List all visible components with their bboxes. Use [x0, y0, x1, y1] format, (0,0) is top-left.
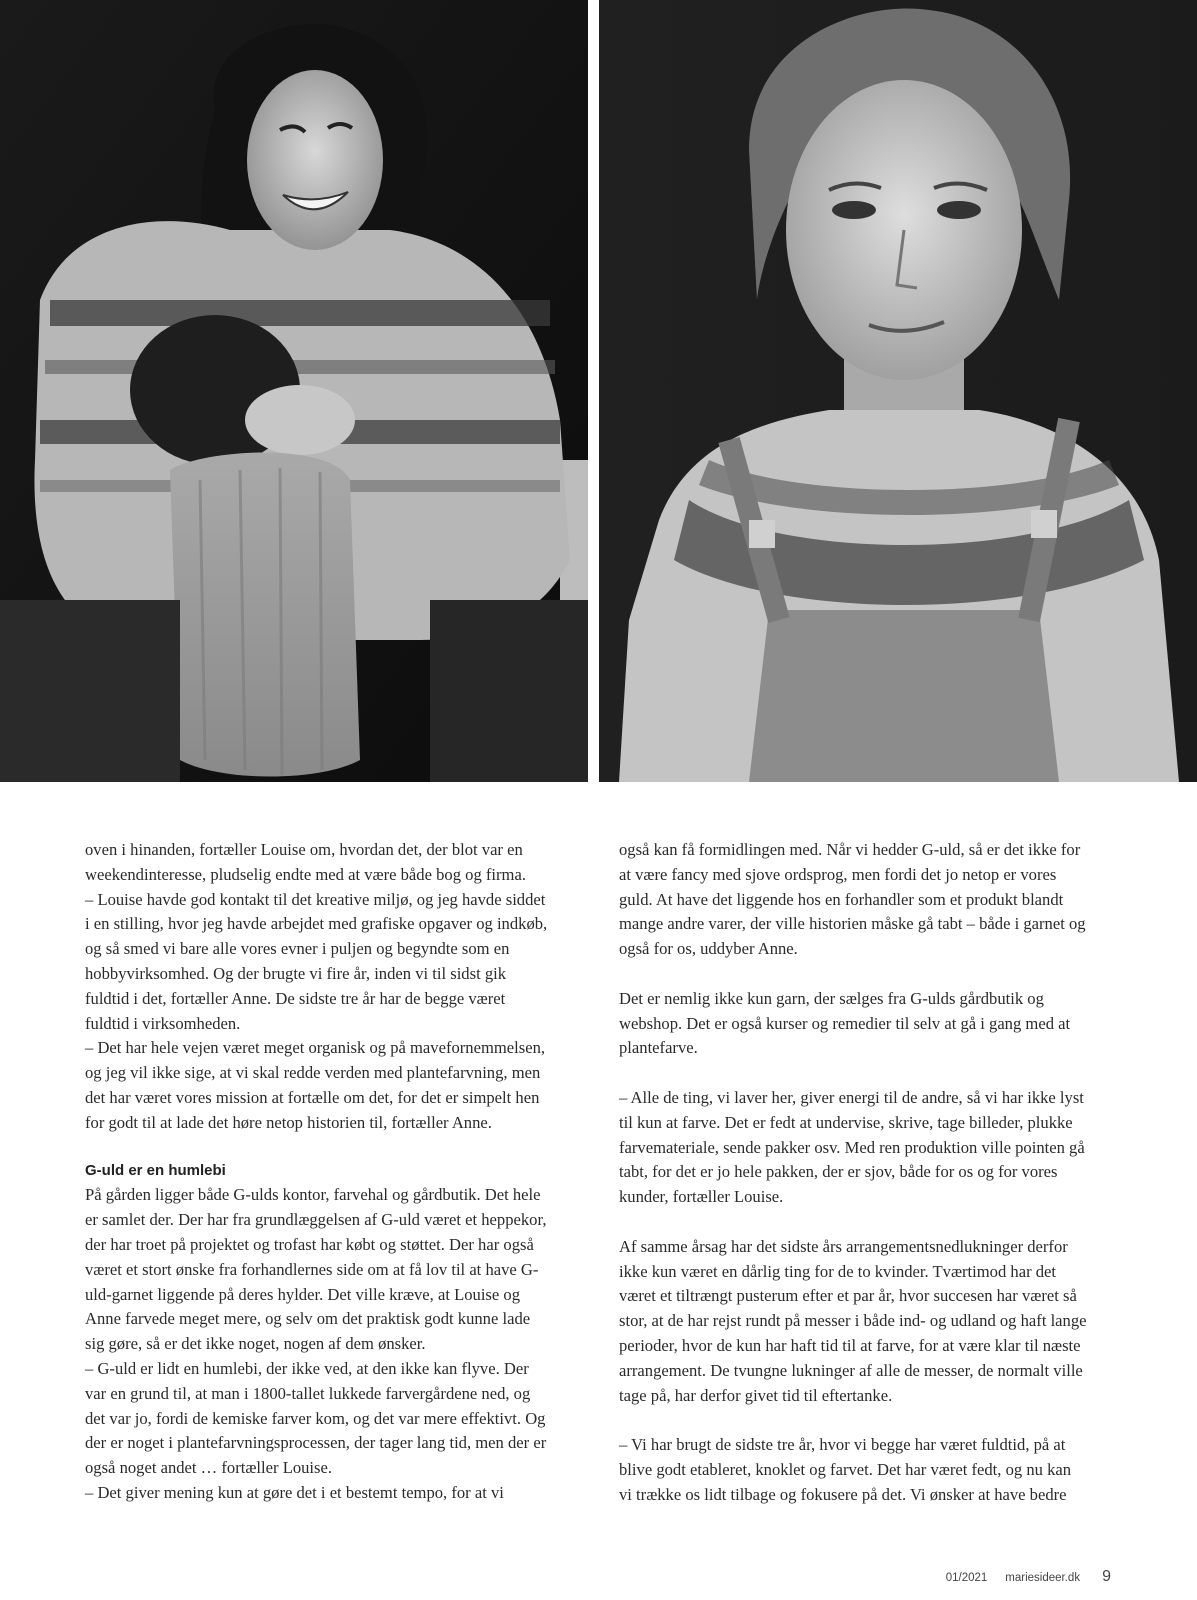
website-link[interactable]: mariesideer.dk: [1005, 1572, 1081, 1584]
paragraph-spacer: [619, 962, 1087, 987]
paragraph-spacer: [619, 1061, 1087, 1086]
article-column-left: [85, 838, 553, 1506]
paragraph-spacer: [619, 1408, 1087, 1433]
page-footer: [946, 1568, 1111, 1586]
paragraph: – Det har hele vejen været meget organisk og på mavefornemmelsen, og jeg vil ikke sige, at vi skal redde verden med plantefarvning, men det har været vores mission at fortælle om det, for det er simpelt hen for godt til at lade det høre netop historien til, fortæller Anne.: [85, 1038, 546, 1132]
paragraph: – Louise havde god kontakt til det kreative miljø, og jeg havde siddet i en stilling, hvor jeg havde arbejdet med grafiske opgaver og indkøb, og så smed vi bare alle vores evner i puljen og begyndte som en hobbyvirksomhed. Og der brugte vi fire år, inden vi til sidst gik fuldtid i det, fortæller Anne. De sidste tre år har de begge været fuldtid i virksomheden.: [85, 889, 548, 1033]
article-column-right: [619, 838, 1087, 1508]
subheading: G-uld er en humlebi: [85, 1161, 226, 1179]
paragraph: Det er nemlig ikke kun garn, der sælges fra G-ulds gårdbutik og webshop. Det er også kurser og remedier til selv at gå i gang med at plantefarve.: [619, 988, 1071, 1058]
portrait-photo-woman-in-apron-icon: [599, 0, 1197, 782]
paragraph: – Alle de ting, vi laver her, giver energi til de andre, så vi har ikke lyst til kun at farve. Det er fedt at undervise, skrive, tage billeder, plukke farvemateriale, sende pakker osv. Med ren produktion ville pointen gå tabt, for det er jo hele pakken, der er sjov, både for os og for vores kunder, fortæller Louise.: [619, 1087, 1085, 1207]
paragraph: – G-uld er lidt en humlebi, der ikke ved, at den ikke kan flyve. Der var en grund til, at man i 1800-tallet lukkede farvergårdene ned, og det var jo, fordi de kemiske farver kom, og det var mere effektivt. Og der er noget i plantefarvningsprocessen, der tager lang tid, men der er også noget andet … fortæller Louise.: [85, 1358, 547, 1478]
portrait-photo-woman-with-yarn-icon: [0, 0, 588, 782]
paragraph: På gården ligger både G-ulds kontor, farvehal og gårdbutik. Det hele er samlet der. Der har fra grundlæggelsen af G-uld været et heppekor, der har troet på projektet og trofast har købt og støttet. Der har også været et stort ønske fra forhandlernes side om at få lov til at have G-uld-garnet liggende på deres hylder. Det ville kræve, at Louise og Anne farvede meget mere, og selv om det praktisk godt kunne lade sig gøre, så er det ikke noget, nogen af dem ønsker.: [85, 1185, 547, 1354]
paragraph-spacer: [619, 1210, 1087, 1235]
issue-number: 01/2021: [945, 1572, 988, 1584]
paragraph: Af samme årsag har det sidste års arrangementsnedlukninger derfor ikke kun været en dårlig ting for de to kvinder. Tværtimod har det været et tiltrængt pusterum efter et par år, hvor succesen har været så stor, at de har rejst rundt på messer i både ind- og udland og haft lange perioder, hvor de kun har haft tid til at farve, for at være klar til næste arrangement. De tvungne lukninger af alle de messer, de normalt ville tage på, har derfor givet tid til eftertanke.: [619, 1236, 1087, 1405]
photo-right: [599, 0, 1197, 782]
paragraph: – Vi har brugt de sidste tre år, hvor vi begge har været fuldtid, på at blive godt etableret, knoklet og farvet. Det har været fedt, og nu kan vi trække os lidt tilbage og fokusere på det. Vi ønsker at have bedre: [619, 1435, 1072, 1504]
paragraph: oven i hinanden, fortæller Louise om, hvordan det, der blot var en weekendinteresse, pludselig endte med at være både bog og firma.: [85, 840, 526, 884]
paragraph: også kan få formidlingen med. Når vi hedder G-uld, så er det ikke for at være fancy med sjove ordsprog, men fordi det jo netop er vores guld. At have det liggende hos en forhandler som et produkt blandt mange andre varer, der ville historien måske gå tabt – både i garnet og også for os, uddyber Anne.: [619, 840, 1086, 959]
photo-left: [0, 0, 588, 782]
paragraph: – Det giver mening kun at gøre det i et bestemt tempo, for at vi: [85, 1482, 504, 1502]
page-number: 9: [1102, 1568, 1111, 1585]
